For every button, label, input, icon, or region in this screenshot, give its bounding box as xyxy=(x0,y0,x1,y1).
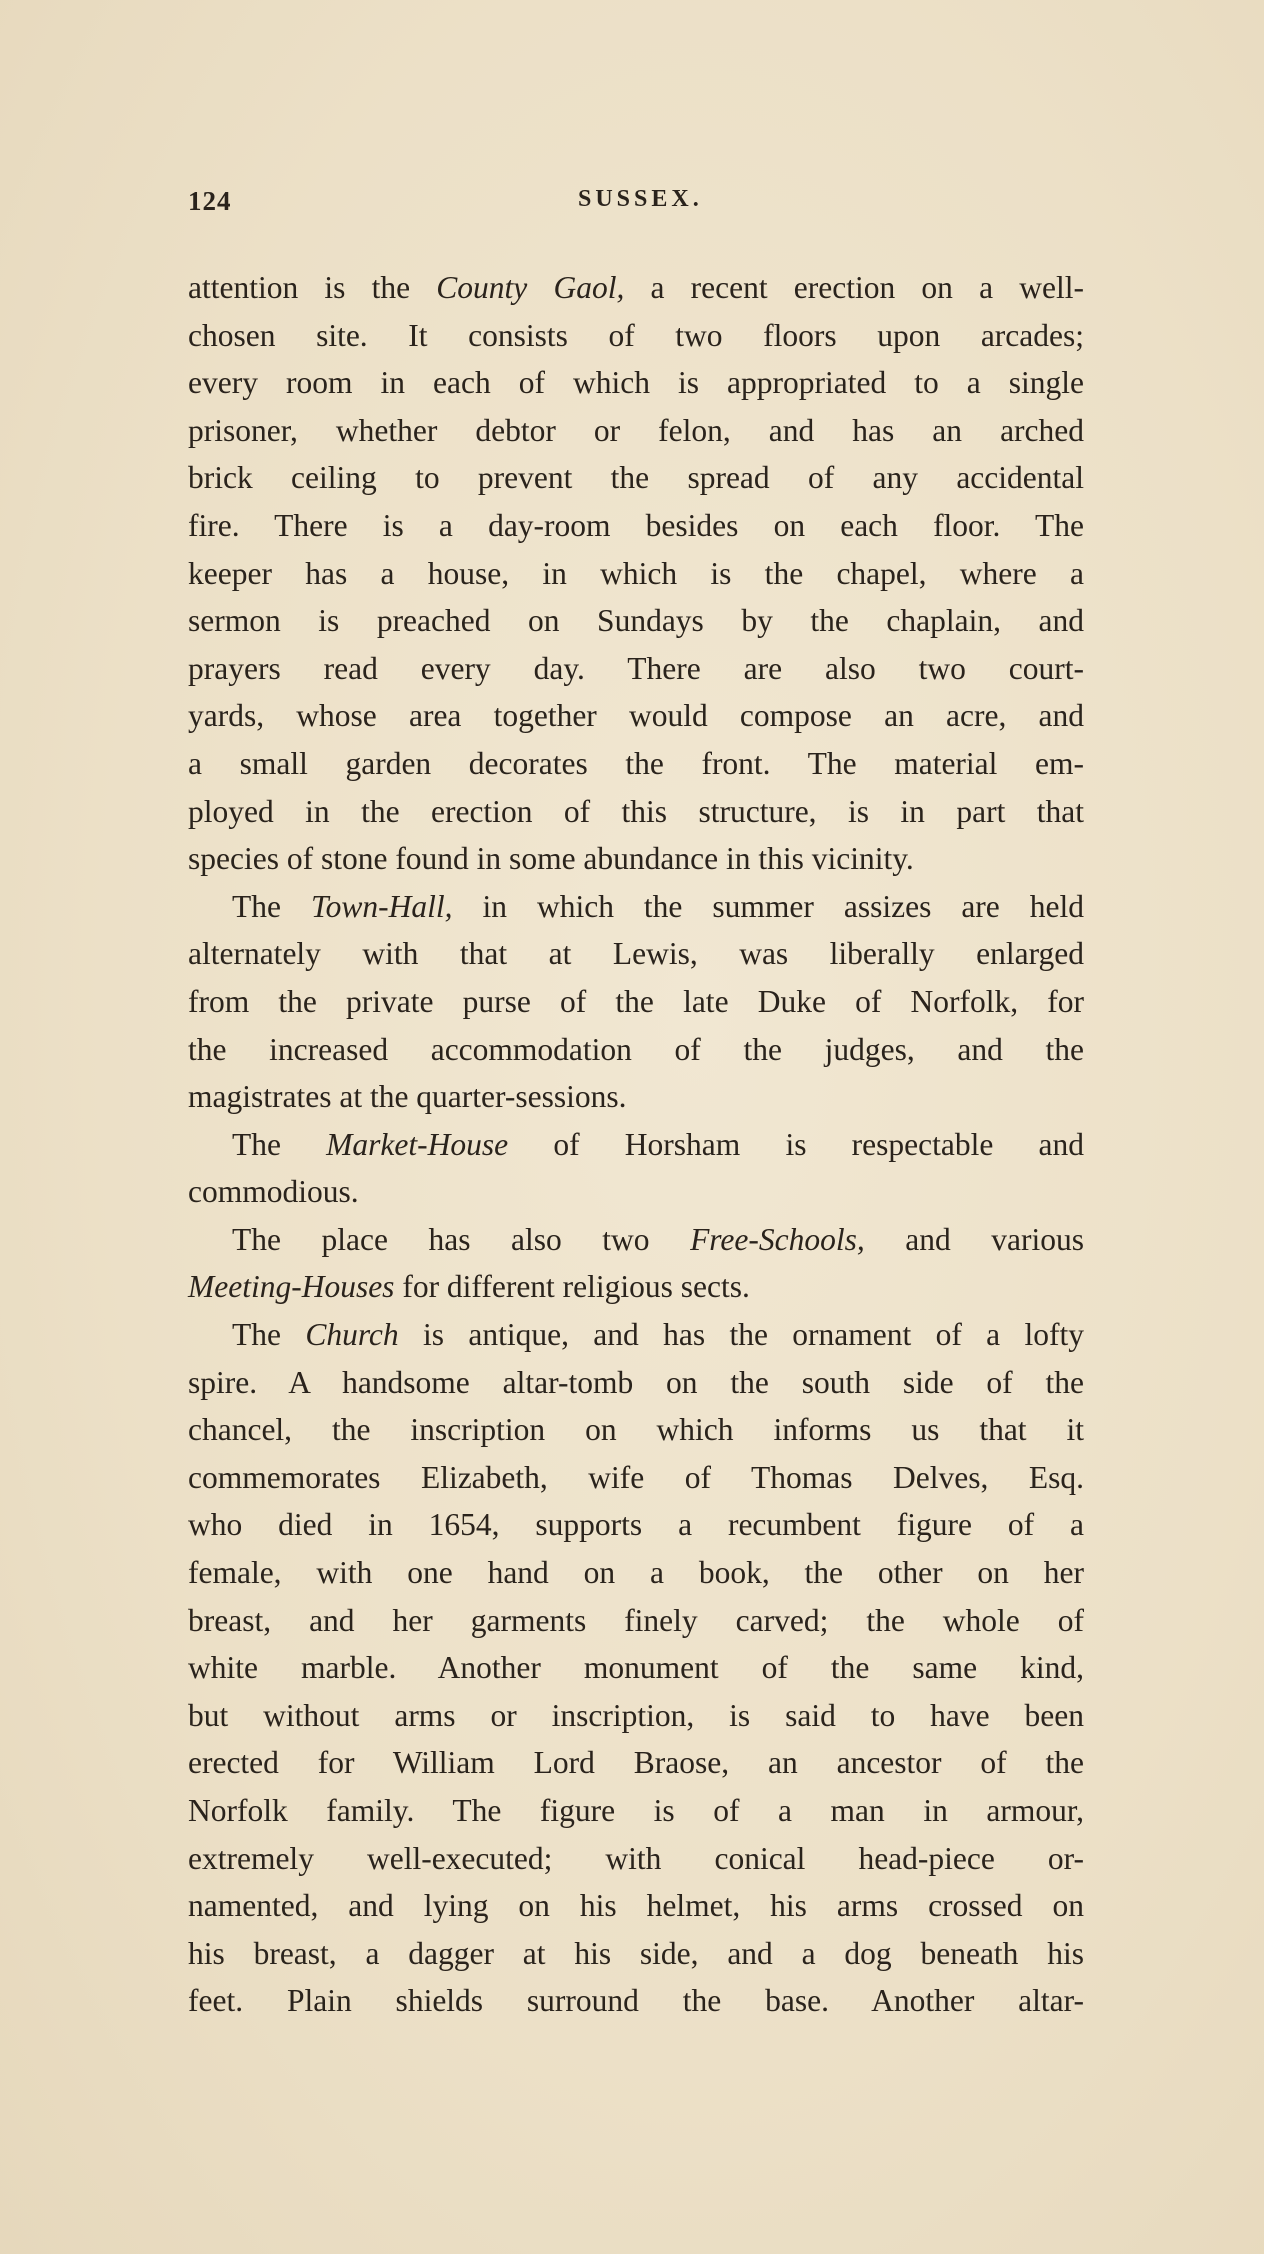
text-line xyxy=(188,1026,1084,1074)
text-segment: The xyxy=(232,888,311,924)
text-segment: who died in 1654, supports a recumbent figure of a xyxy=(188,1507,1084,1543)
text-segment: The place has also two xyxy=(232,1221,691,1257)
text-segment: prayers read every day. There are also two court- xyxy=(188,650,1084,686)
text-segment: a small garden decorates the front. The material em- xyxy=(188,745,1084,781)
text-line xyxy=(188,407,1084,455)
text-segment: alternately with that at Lewis, was liberally enlarged xyxy=(188,936,1084,972)
text-segment: keeper has a house, in which is the chapel, where a xyxy=(188,555,1084,591)
text-line xyxy=(188,1359,1084,1407)
text-segment: fire. There is a day-room besides on each floor. The xyxy=(188,507,1084,543)
text-segment: from the private purse of the late Duke of Norfolk, for xyxy=(188,983,1084,1019)
text-segment: a recent erection on a well- xyxy=(624,270,1084,305)
text-segment: his breast, a dagger at his side, and a dog beneath his xyxy=(188,1935,1084,1971)
text-line xyxy=(188,835,1084,883)
text-line xyxy=(188,1073,1084,1121)
text-segment: the increased accommodation of the judges, and the xyxy=(188,1031,1084,1067)
text-line xyxy=(188,788,1084,836)
text-line xyxy=(188,1121,1084,1169)
text-line xyxy=(188,1977,1084,2025)
text-line xyxy=(188,1406,1084,1454)
text-line xyxy=(188,359,1084,407)
italic-term: Free-Schools, xyxy=(690,1221,865,1257)
text-line xyxy=(188,1835,1084,1883)
text-segment: The xyxy=(232,1126,327,1162)
page-number: 124 xyxy=(188,186,232,216)
text-line xyxy=(188,692,1084,740)
text-segment: The xyxy=(232,1317,306,1353)
text-segment: but without arms or inscription, is said to have been xyxy=(188,1697,1084,1733)
text-line xyxy=(188,1644,1084,1692)
text-segment: is antique, and has the ornament of a lofty xyxy=(398,1317,1084,1353)
text-line xyxy=(188,454,1084,502)
page-header xyxy=(188,186,1078,226)
text-segment: white marble. Another monument of the same kind, xyxy=(188,1650,1084,1686)
text-segment: ployed in the erection of this structure, is in part that xyxy=(188,793,1084,829)
text-segment: feet. Plain shields surround the base. Another altar- xyxy=(188,1983,1084,2019)
italic-term: Town-Hall, xyxy=(310,888,453,924)
text-line xyxy=(188,740,1084,788)
text-line xyxy=(188,1739,1084,1787)
text-line xyxy=(188,978,1084,1026)
text-segment: spire. A handsome altar-tomb on the south side of the xyxy=(188,1364,1084,1400)
text-segment: breast, and her garments finely carved; the whole of xyxy=(188,1602,1084,1638)
text-line xyxy=(188,502,1084,550)
text-line xyxy=(188,1216,1084,1264)
running-head: SUSSEX. xyxy=(578,186,703,212)
text-line xyxy=(188,883,1084,931)
text-line xyxy=(188,1311,1084,1359)
text-segment: Norfolk family. The figure is of a man in armour, xyxy=(188,1793,1084,1828)
body-text xyxy=(188,264,1084,2025)
text-segment: commodious. xyxy=(188,1174,359,1210)
text-segment: chancel, the inscription on which informs us that it xyxy=(188,1412,1084,1448)
italic-term: Market-House xyxy=(326,1126,509,1162)
text-segment: every room in each of which is appropriated to a single xyxy=(188,365,1084,401)
text-line xyxy=(188,1692,1084,1740)
text-line xyxy=(188,1168,1084,1216)
text-segment: erected for William Lord Braose, an ancestor of the xyxy=(188,1745,1084,1781)
text-segment: yards, whose area together would compose an acre, and xyxy=(188,698,1084,734)
text-segment: commemorates Elizabeth, wife of Thomas Delves, Esq. xyxy=(188,1459,1084,1495)
text-line xyxy=(188,1882,1084,1930)
text-segment: extremely well-executed; with conical head-piece or- xyxy=(188,1840,1084,1876)
italic-term: Meeting-Houses xyxy=(188,1269,395,1305)
text-segment: chosen site. It consists of two floors upon arcades; xyxy=(188,317,1084,353)
italic-term: Church xyxy=(305,1317,399,1353)
text-line xyxy=(188,1549,1084,1597)
text-line xyxy=(188,597,1084,645)
text-segment: of Horsham is respectable and xyxy=(508,1126,1084,1162)
text-segment: female, with one hand on a book, the other on her xyxy=(188,1555,1084,1591)
text-segment: sermon is preached on Sundays by the chaplain, and xyxy=(188,603,1084,639)
text-line xyxy=(188,645,1084,693)
italic-term: County Gaol, xyxy=(436,270,625,305)
text-line xyxy=(188,1787,1084,1835)
text-line xyxy=(188,264,1084,312)
text-segment: magistrates at the quarter-sessions. xyxy=(188,1079,627,1115)
text-line xyxy=(188,1263,1084,1311)
text-segment: in which the summer assizes are held xyxy=(452,888,1084,924)
text-line xyxy=(188,1501,1084,1549)
text-line xyxy=(188,1597,1084,1645)
text-segment: prisoner, whether debtor or felon, and has an arched xyxy=(188,412,1084,448)
text-segment: species of stone found in some abundance in this vicinity. xyxy=(188,841,914,877)
text-segment: namented, and lying on his helmet, his arms crossed on xyxy=(188,1888,1084,1924)
text-line xyxy=(188,930,1084,978)
text-segment: attention is the xyxy=(188,270,437,305)
text-segment: brick ceiling to prevent the spread of any accidental xyxy=(188,460,1084,496)
text-line xyxy=(188,1454,1084,1502)
text-line xyxy=(188,550,1084,598)
text-line xyxy=(188,1930,1084,1978)
text-segment: for different religious sects. xyxy=(394,1269,750,1305)
text-segment: and various xyxy=(864,1221,1084,1257)
text-line xyxy=(188,312,1084,360)
